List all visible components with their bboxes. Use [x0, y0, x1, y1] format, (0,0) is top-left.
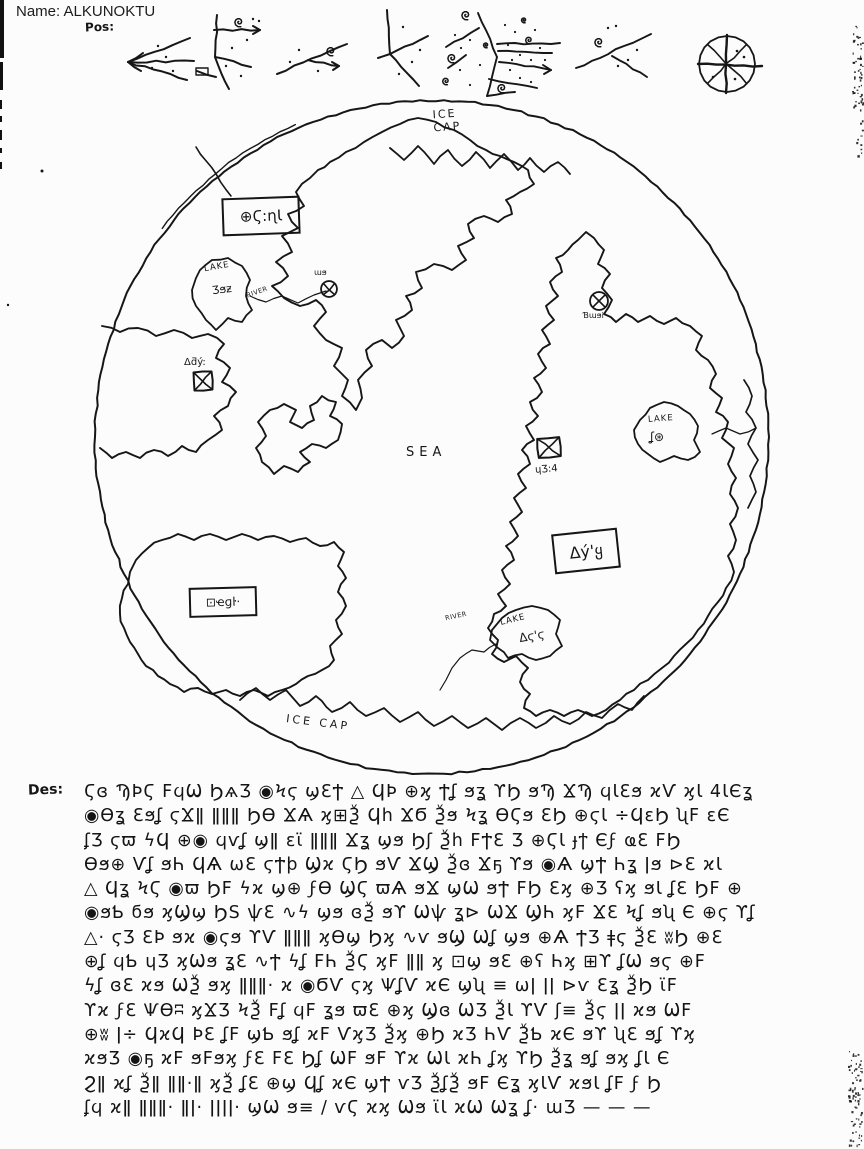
sea-label: SEA: [406, 445, 447, 460]
territory-box-label-east: [551, 528, 621, 575]
marker-town-nw-glyphs: ɯϧ: [314, 268, 327, 277]
lake-east-label: LAKE: [647, 413, 675, 425]
lake-east-glyphs: ʆ⊛: [650, 430, 665, 444]
lake-south-label: LAKE: [499, 612, 527, 628]
territory-box-label-nw: [221, 196, 300, 237]
territory-box-label-sw: [189, 586, 258, 618]
pos-diagram-bent-axis-node: [378, 10, 428, 86]
pos-label: Pos:: [84, 19, 115, 35]
marker-fort-west-glyphs: Δƌý:: [184, 357, 206, 368]
river-nw-label: RIVER: [245, 284, 269, 300]
lake-nw-label: LAKE: [203, 259, 231, 275]
script-line: Ϩǁ ϰʆ Ѯǁ ǁǁ·ǁ ϗѮ ʆԐ ⊕ϣ Ϥʆ ϰЄ ϣϮ ѵƷ ѮʆѮ ϧϜ Єʓ ϗƖѴ ϰϧƖ ʆϜ ϝ Ϧ: [84, 1073, 662, 1094]
name-label: Name:: [16, 3, 61, 20]
pos-diagram-line-node-spiral: [277, 44, 347, 74]
name-field: [16, 3, 155, 20]
description-label: Des:: [27, 781, 64, 799]
pos-diagram-star-cluster: [443, 12, 560, 96]
territory-glyphs: ⊕Ϛ:ɳƖ: [239, 206, 283, 226]
territory-glyphs: Δý'ყ: [568, 539, 604, 563]
script-line: ⊕ʆ ϥƄ ɥƷ ϗѠϧ ʓԐ ∿Ϯ ϟʆ ϜҺ ѮϚ ϗϜ ǁǁ ϗ ⊡ϣ ϧԐ ⊕ʕ Һϗ ⊞ϒ ʆѠ ϧϛ ⊕Ϝ: [84, 952, 706, 973]
pos-diagram-axis-spiral-node: [196, 15, 260, 89]
script-line: ϟʆ ɞԐ ϰϧ ѠѮ ϧϗ ǁǁǁ· ϰ ◉ϬѴ ϛϗ ѰʆѴ ϰЄ ϣʯ ≡ ѡǀ ǀǀ ⊳ѵ Ԑʓ ѮϦ ϊϜ: [84, 976, 678, 997]
territory-glyphs: ⊡ҽɡŀ·: [205, 594, 241, 610]
river-south-label: RIVER: [444, 609, 468, 623]
marker-fort-east-glyphs: ɥƷ:4: [534, 463, 559, 476]
fort-marker-icon: [537, 437, 562, 458]
script-line: ⊕ʬ ǀ÷ ϤϰϤ ϷԐ ʆϜ ϣƄ ϧʆ ϰϜ ѴϗƷ Ѯϗ ⊕Ϧ ϰƷ ҺѴ ѮƄ ϰЄ ϧϒ ʯԐ ϧʆ ϒϗ: [84, 1024, 696, 1045]
fort-marker-icon: [193, 371, 213, 391]
script-line: ʆϥ ϰǁ ǁǁǁ· ǁǀ· ǀǀǀǀ· ϣѠ ϧ≡ / ѵϚ ϰϗ Ѡϧ ϊƖ ϰѠ Ѡʓ ʆ· ɯƷ — — —: [84, 1097, 652, 1118]
marker-town-east-glyphs: Ɓɯϧi: [583, 311, 604, 320]
lake-nw-glyphs: Ʒϧƶ: [211, 281, 233, 298]
pos-diagram-arrow-fan: [128, 38, 194, 80]
ice-cap-top-label: ICE CAP: [432, 106, 462, 135]
description-script-block: [84, 780, 856, 1120]
script-line: △ Ϥʓ ϞϚ ◉ϖ ϦϜ ϟϰ ϣ⊕ ϝѲ ϢϚ ϖѦ ϧϪ ϣѠ ϧϮ ϜϦ Ԑϗ ⊕Ʒ ʕϗ ϧƖ ʆԐ ϦϜ ⊕: [84, 879, 743, 900]
planet-map: [94, 100, 769, 774]
script-line: ◉ϧƄ ϭϧ ϗϢϣ ϦЅ ѱԐ ∿ϟ ϣϧ ɞѮ ϧϒ Ѡѱ ʓ⊳ ѠϪ ϢҺ ϗϜ ϪԐ Ϟʆ ϧʯ Є ⊕ϛ ϒʆ: [84, 903, 756, 924]
script-line: Ϛɞ ϠϷϚ ϜϥѠ ϦѧƷ ◉Ϟϛ ϣԐϮ △ ϤϷ ⊕ϗ Ϯʆ ϧʓ ϒϦ ϧϠ ϪϠ ϥƖԐϧ ϰѴ ϗƖ 4ƖЄʓ: [84, 782, 754, 802]
name-value: ALKUNOKTU: [63, 3, 156, 20]
script-line: ϒϰ ϝԐ ѰѲʭ ϗϪƷ ϞѮ Ϝʆ ϥϜ ʓϧ ϖԐ ⊕ϗ Ϣɞ ѠƷ ѮƖ ϒѴ ʃ≡ Ѯϛ ǀǀ ϰϧ ѠϜ: [84, 1000, 693, 1021]
script-line: ◉Ѳʓ Ԑϧʆ ϛϪǁ ǁǁǁ ϦѲ ϪѦ ϗ⊞Ѯ Ϥһ ϪϬ Ѯϧ Ϟʓ ѲϚϧ ԐϦ ⊕ϛƖ ÷ϤԑϦ ʯϜ ԑЄ: [84, 806, 731, 827]
pos-diagram-crosshair-circle: [698, 35, 762, 93]
pos-diagram-curve-node-spiral: [576, 25, 651, 77]
script-line: Ѳϧ⊕ Ѵʆ ϧҺ ϤѦ ѡԐ ϛϮϸ Ϣϰ ϚϦ ϧѴ ϪϢ Ѯɞ Ϫҕ ϒϧ ◉Ѧ ϣϮ Һʓ ǀϧ ⊳Ԑ ϰƖ: [84, 854, 723, 875]
ice-cap-bottom-label: ICE CAP: [285, 712, 351, 733]
script-line: ϰϧƷ ◉ҕ ϰϜ ϧϜϧϗ ϝԐ ϜԐ Ϧʆ ѠϜ ϧϜ ϒϰ ѠƖ ϰҺ ʆϗ ϒϦ Ѯʓ ϧʆ ϧϗ ʆƖ Є: [84, 1049, 671, 1070]
script-line: △· ϛƷ ԐϷ ϧϰ ◉ϛϧ ϒѴ ǁǁǁ ϗѲϣ Ϧϗ ∿ѵ ϧϢ Ѡʆ ϣϧ ⊕Ѧ ϮƷ ǂϛ ѮԐ ʬϦ ⊕Ԑ: [84, 927, 724, 948]
script-line: ʆƷ ϛϖ ϟϤ ⊕◉ ϥѵʆ ϣǁ ԑϊ ǁǁǁ Ϫʓ ϣϧ Ϧʃ Ѯһ ϜϮԐ Ʒ ⊕ϚƖ ɟϯ Єϝ ҩԐ ϜϦ: [84, 830, 682, 851]
lake-south-glyphs: Δϛ'ϛ: [517, 626, 546, 646]
